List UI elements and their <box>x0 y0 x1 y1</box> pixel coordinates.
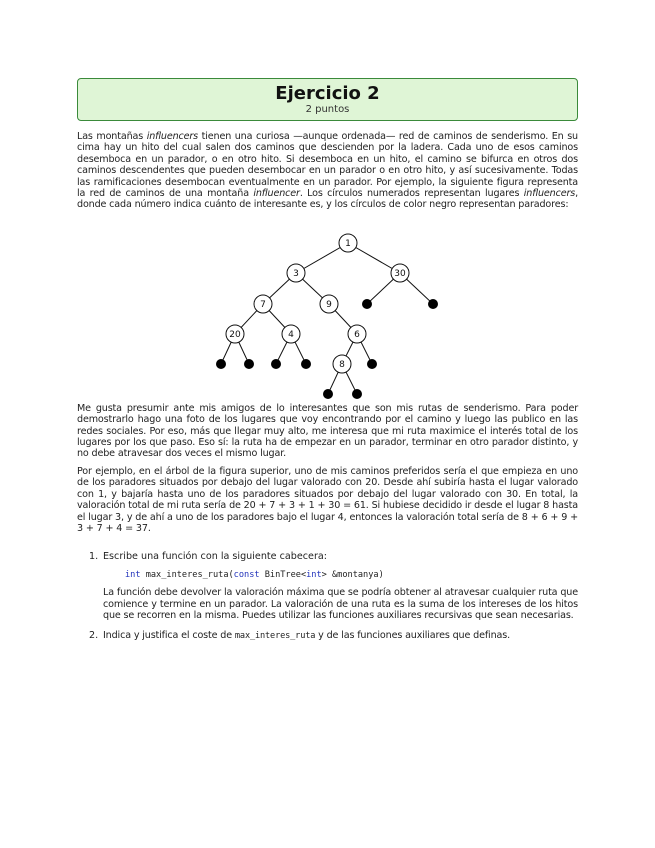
task-item-1 <box>77 551 578 621</box>
mountain-tree-figure <box>77 217 578 399</box>
node-label: 30 <box>394 268 406 279</box>
paragraph-3: Por ejemplo, en el árbol de la figura superior, uno de mis caminos preferidos sería el que empieza en uno de los paradores situados por debajo del lugar valorado con 20. Desde ahí subiría hasta el lugar valorado con 1, y bajaría hasta uno de los paradores situados por debajo del lugar valorado con 30. En total, la valoración total de mi ruta sería de 20 + 7 + 3 + 1 + 30 = 61. Si hubiese decidido ir desde el lugar 8 hasta el lugar 3, y de ahí a uno de los paradores bajo el lugar 4, entonces la valoración total sería de 8 + 6 + 9 + 3 + 7 + 4 = 37. <box>77 465 578 534</box>
parador-nodes <box>216 299 438 399</box>
parador <box>428 299 438 309</box>
node-label: 20 <box>229 329 241 340</box>
exercise-points: 2 puntos <box>305 104 350 115</box>
node-label: 4 <box>288 329 294 340</box>
parador <box>352 389 362 399</box>
node-label: 1 <box>345 238 351 249</box>
task-number: 2. <box>89 630 99 642</box>
task-number: 1. <box>89 551 99 563</box>
inline-code: max_interes_ruta <box>234 631 316 642</box>
parador <box>271 359 281 369</box>
exercise-title: Ejercicio 2 <box>275 83 380 104</box>
parador <box>362 299 372 309</box>
title-box <box>77 78 578 121</box>
function-signature: int max_interes_ruta(const BinTree<int> &montanya) <box>125 569 384 580</box>
paragraph-2: Me gusta presumir ante mis amigos de lo interesantes que son mis rutas de senderismo. Para poder demostrarlo hago una foto de los lugares que voy encontrando por el camino y luego las publico en las redes sociales. Por eso, más que llegar muy alto, me interesa que mi ruta maximice el interés total de los lugares por los que paso. Eso sí: la ruta ha de empezar en un parador, terminar en otro parador distinto, y no debe atravesar dos veces el mismo lugar. <box>77 402 578 460</box>
hito-nodes <box>226 234 409 373</box>
intro-paragraph: Las montañas influencers tienen una curiosa —aunque ordenada— red de caminos de senderismo. En su cima hay un hito del cual salen dos caminos que descienden por la ladera. Cada uno de esos caminos desemboca en un parador, o en otro hito. Si desemboca en un hito, el camino se bifurca en otros dos caminos descendentes que pueden desembocar en un parador o en otro hito, y así sucesivamente. Todas las ramificaciones desembocan eventualmente en un parador. Por ejemplo, la siguiente figura representa la red de caminos de una montaña influencer. Los círculos numerados representan lugares influencers, donde cada número indica cuánto de interesante es, y los círculos de color negro representan paradores: <box>77 131 578 211</box>
node-label: 7 <box>260 299 266 310</box>
parador <box>216 359 226 369</box>
node-label: 3 <box>293 268 299 279</box>
node-label: 6 <box>354 329 360 340</box>
task-text: Escribe una función con la siguiente cabecera: <box>103 551 327 563</box>
task-list <box>77 551 578 642</box>
task-text: Indica y justifica el coste de max_interes_ruta y de las funciones auxiliares que definas. <box>103 630 510 642</box>
task-item-2 <box>77 630 578 642</box>
exercise-page <box>77 78 578 643</box>
parador <box>323 389 333 399</box>
node-label: 8 <box>339 359 345 370</box>
parador <box>367 359 377 369</box>
parador <box>301 359 311 369</box>
parador <box>244 359 254 369</box>
node-label: 9 <box>326 299 332 310</box>
task-description: La función debe devolver la valoración máxima que se podría obtener al atravesar cualquier ruta que comience y termine en un parador. La valoración de una ruta es la suma de los intereses de los hitos que se recorren en la misma. Puedes utilizar las funciones auxiliares recursivas que sean necesarias. <box>103 587 578 621</box>
